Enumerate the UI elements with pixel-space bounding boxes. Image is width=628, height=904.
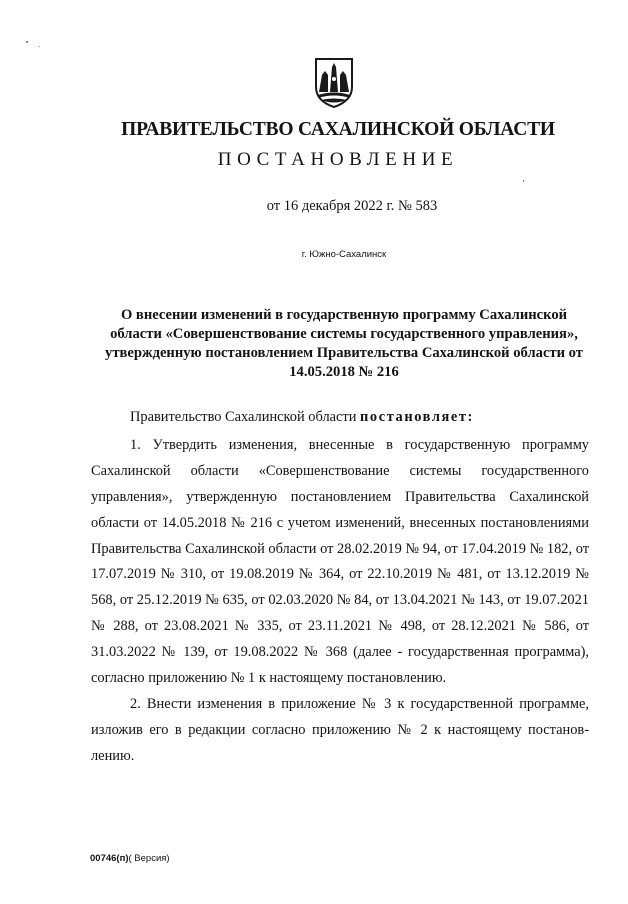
enacting-clause-text: Правительство Сахалинской области — [130, 409, 357, 425]
scan-speck — [26, 41, 28, 43]
footer-version: ( Версия) — [128, 853, 170, 864]
scan-speck — [523, 180, 524, 182]
document-footer — [90, 853, 170, 864]
city-line: г. Южно-Сахалинск — [301, 249, 387, 260]
title-line: О внесении изменений в государственную программу Сахалинской — [120, 307, 568, 323]
date-number-line: от 16 декабря 2022 г. № 583 — [266, 198, 438, 214]
title-line: области «Совершенствование системы государственного управления», — [110, 326, 578, 342]
title-line: 14.05.2018 № 216 — [289, 364, 399, 380]
enacting-clause — [91, 405, 589, 431]
document-body — [91, 405, 589, 770]
document-type-heading: ПОСТАНОВЛЕНИЕ — [217, 149, 459, 170]
title-line: утвержденную постановлением Правительства Сахалинской области от — [105, 345, 583, 361]
paragraph-2: 2. Внести изменения в приложение № 3 к государственной программе, изложив его в редакции согласно приложению № 2 к настоящему постановлению. — [91, 695, 589, 764]
footer-code: 00746(п) — [90, 853, 129, 864]
scan-speck — [39, 46, 40, 47]
enacting-clause-emphasis: постановляет: — [360, 409, 474, 425]
coat-of-arms-icon — [313, 57, 355, 109]
paragraph-1: 1. Утвердить изменения, внесенные в государственную программу Сахалинской области «Совершенствование системы государственного управления», утвержденную постановлением Правительства Сахалинской области от 14.05.2018 № 216 с учетом изменений, внесенных постановлениями Правительства Сахалинской области от 28.02.2019 № 94, от 17.04.2019 № 182, от 17.07.2019 № 310, от 19.08.2019 № 364, от 22.10.2019 № 481, от 13.12.2019 № 568, от 25.12.2019 № 635, от 02.03.2020 № 84, от 13.04.2021 № 143, от 19.07.2021 № 288, от 23.08.2021 № 335, от 23.11.2021 № 498, от 28.12.2021 № 586, от 31.03.2022 № 139, от 19.08.2022 № 368 (далее - государственная программа), согласно приложению № 1 к настоящему постановлению. — [91, 436, 589, 687]
document-title — [84, 306, 604, 382]
organization-heading: ПРАВИТЕЛЬСТВО САХАЛИНСКОЙ ОБЛАСТИ — [121, 119, 555, 140]
